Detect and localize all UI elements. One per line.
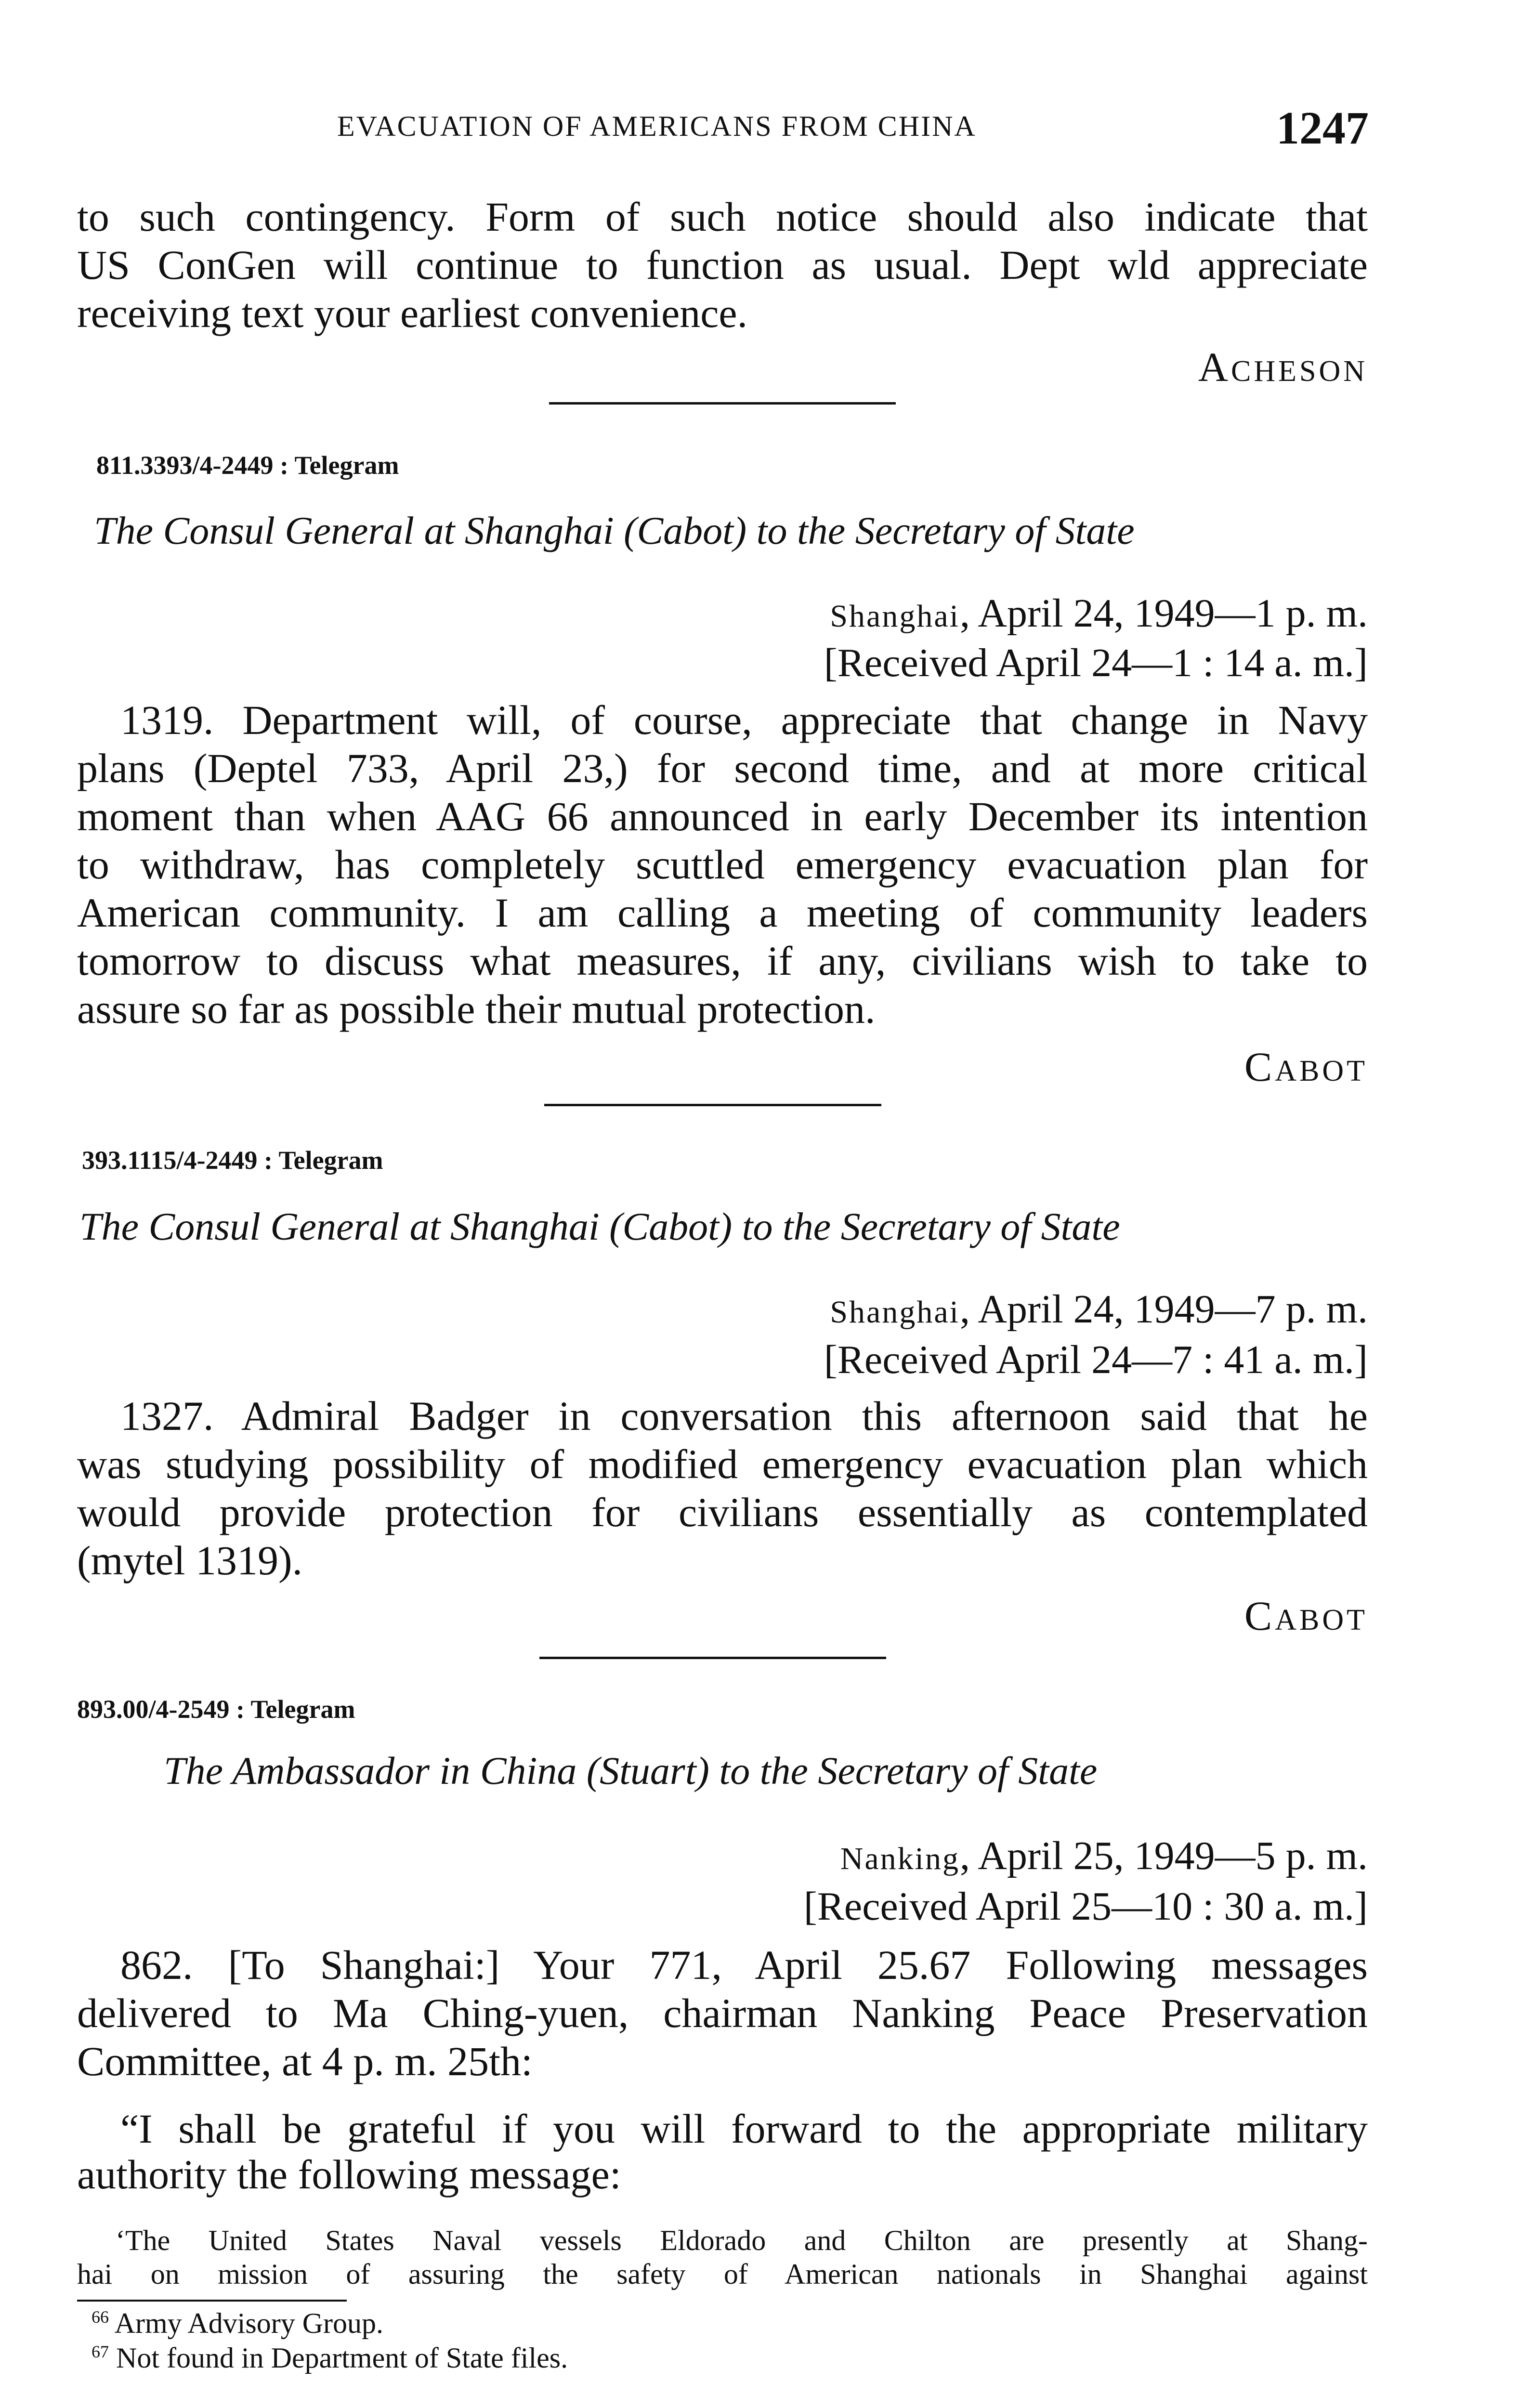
dateline: [830, 1286, 1368, 1333]
signature-cabot: [1244, 1592, 1368, 1640]
dateline-time: , April 24, 1949—7 p. m.: [959, 1287, 1368, 1332]
dateline-time: , April 25, 1949—5 p. m.: [959, 1833, 1368, 1878]
body-line: moment than when AAG 66 announced in early December its intention: [77, 793, 1368, 839]
dateline-place: Nanking: [840, 1841, 960, 1876]
running-head: EVACUATION OF AMERICANS FROM CHINA: [337, 110, 977, 142]
section-divider: [549, 402, 896, 405]
footnote-text: Not found in Department of State files.: [116, 2342, 568, 2374]
body-line: Committee, at 4 p. m. 25th:: [77, 2038, 533, 2084]
body-line: tomorrow to discuss what measures, if any, civilians wish to take to: [77, 938, 1368, 984]
quote-line: authority the following message:: [77, 2151, 621, 2198]
section-divider: [544, 1104, 881, 1106]
footnote-66: [92, 2307, 383, 2340]
body-line: (mytel 1319).: [77, 1537, 303, 1584]
inner-quote-line: ‘The United States Naval vessels Eldorado and Chilton are presently at Shang-: [116, 2225, 1368, 2256]
signature-acheson: [1198, 343, 1368, 391]
body-line: would provide protection for civilians essentially as contemplated: [77, 1489, 1368, 1535]
body-line: assure so far as possible their mutual protection.: [77, 986, 876, 1032]
dateline-place: Shanghai: [830, 1295, 960, 1330]
continuation-line: US ConGen will continue to function as usual. Dept wld appreciate: [77, 242, 1368, 288]
body-line: plans (Deptel 733, April 23,) for second time, and at more critical: [77, 745, 1368, 791]
inner-quote-line: hai on mission of assuring the safety of American nationals in Shanghai against: [77, 2258, 1368, 2290]
file-reference: 393.1115/4-2449 : Telegram: [82, 1146, 383, 1175]
section-divider: [539, 1657, 886, 1659]
document-heading: The Consul General at Shanghai (Cabot) to the Secretary of State: [94, 509, 1135, 552]
signature-rest: ABOT: [1275, 1604, 1368, 1636]
signature-initial: A: [1198, 344, 1231, 390]
dateline: [840, 1832, 1368, 1879]
body-line: 1319. Department will, of course, appreciate that change in Navy: [120, 697, 1368, 743]
received-line: [Received April 24—7 : 41 a. m.]: [824, 1337, 1368, 1382]
continuation-line: to such contingency. Form of such notice should also indicate that: [77, 194, 1368, 240]
footnote-rule: [77, 2300, 347, 2302]
footnote-text: Army Advisory Group.: [114, 2307, 384, 2339]
document-heading: The Consul General at Shanghai (Cabot) to the Secretary of State: [79, 1204, 1120, 1248]
dateline: [830, 590, 1368, 637]
body-line: to withdraw, has completely scuttled emergency evacuation plan for: [77, 841, 1368, 888]
footnote-67: [92, 2342, 568, 2375]
received-line: [Received April 25—10 : 30 a. m.]: [803, 1884, 1368, 1929]
continuation-line: receiving text your earliest convenience.: [77, 290, 748, 336]
body-line: was studying possibility of modified emergency evacuation plan which: [77, 1441, 1368, 1487]
signature-rest: ABOT: [1275, 1055, 1368, 1087]
footnote-mark: 67: [92, 2342, 109, 2361]
body-line: 1327. Admiral Badger in conversation this afternoon said that he: [120, 1393, 1368, 1439]
document-heading: The Ambassador in China (Stuart) to the Secretary of State: [164, 1749, 1098, 1793]
body-line: delivered to Ma Ching-yuen, chairman Nanking Peace Preservation: [77, 1990, 1368, 2036]
signature-initial: C: [1244, 1593, 1275, 1639]
file-reference: 893.00/4-2549 : Telegram: [77, 1695, 355, 1724]
body-line: American community. I am calling a meeting of community leaders: [77, 890, 1368, 936]
footnote-mark: 66: [92, 2307, 109, 2327]
page-number: 1247: [1276, 102, 1369, 154]
signature-rest: CHESON: [1230, 355, 1368, 388]
body-line: 862. [To Shanghai:] Your 771, April 25.67 Following messages: [120, 1942, 1368, 1988]
dateline-time: , April 24, 1949—1 p. m.: [959, 591, 1368, 636]
file-reference: 811.3393/4-2449 : Telegram: [96, 451, 399, 480]
dateline-place: Shanghai: [830, 599, 960, 634]
signature-cabot: [1244, 1043, 1368, 1091]
received-line: [Received April 24—1 : 14 a. m.]: [824, 641, 1368, 685]
quote-line: “I shall be grateful if you will forward to the appropriate military: [120, 2106, 1368, 2152]
signature-initial: C: [1244, 1044, 1275, 1090]
